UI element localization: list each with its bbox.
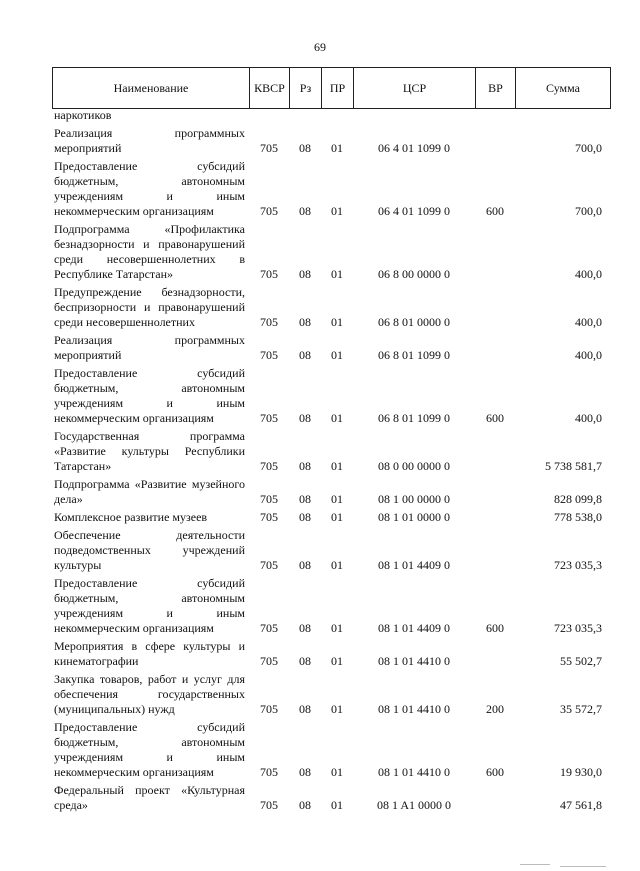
row-rz: 08 [299,411,311,425]
row-sum: 19 930,0 [560,765,602,779]
table-row [52,639,610,672]
row-pr: 01 [331,654,343,668]
row-pr: 01 [331,459,343,473]
row-csr: 08 1 01 4410 0 [378,654,450,668]
row-vr [475,783,515,816]
row-name: Предоставление субсидий бюджетным, автономным учреждениям и иным некоммерческим организациям [54,576,245,635]
row-kvsr: 705 [260,411,278,425]
row-name: Подпрограмма «Профилактика безнадзорности и правонарушений среди несовершеннолетних в Республике Татарстан» [54,222,245,281]
table-row [52,108,610,126]
table-row [52,333,610,366]
row-rz: 08 [299,459,311,473]
row-kvsr: 705 [260,798,278,812]
row-rz: 08 [299,141,311,155]
table-row [52,477,610,510]
row-pr: 01 [331,798,343,812]
row-sum: 700,0 [575,204,602,218]
row-rz: 08 [299,702,311,716]
row-kvsr [249,108,289,126]
row-rz: 08 [299,558,311,572]
scan-mark [560,866,606,867]
row-kvsr: 705 [260,141,278,155]
row-csr: 08 1 01 4410 0 [378,765,450,779]
row-rz: 08 [299,315,311,329]
row-vr [475,222,515,285]
row-name: Подпрограмма «Развитие музейного дела» [54,477,245,506]
row-csr: 06 8 01 1099 0 [378,348,450,362]
header-rz: Рз [290,68,322,109]
table-body [52,108,610,816]
row-kvsr: 705 [260,510,278,524]
row-rz: 08 [299,654,311,668]
row-name: Предоставление субсидий бюджетным, автономным учреждениям и иным некоммерческим организациям [54,720,245,779]
row-vr [475,126,515,159]
row-csr [353,108,475,126]
row-sum [515,108,610,126]
row-csr: 08 0 00 0000 0 [378,459,450,473]
table-row [52,783,610,816]
row-rz [289,108,321,126]
row-sum: 723 035,3 [554,558,602,572]
row-vr [475,108,515,126]
row-pr: 01 [331,510,343,524]
row-csr: 06 4 01 1099 0 [378,204,450,218]
row-pr [321,108,353,126]
row-sum: 35 572,7 [560,702,602,716]
row-kvsr: 705 [260,558,278,572]
row-vr [475,477,515,510]
row-pr: 01 [331,348,343,362]
row-kvsr: 705 [260,315,278,329]
row-csr: 08 1 00 0000 0 [378,492,450,506]
row-name: Мероприятия в сфере культуры и кинематографии [54,639,245,668]
row-name: Предоставление субсидий бюджетным, автономным учреждениям и иным некоммерческим организациям [54,159,245,218]
table-row [52,720,610,783]
row-rz: 08 [299,798,311,812]
row-kvsr: 705 [260,267,278,281]
row-kvsr: 705 [260,702,278,716]
row-csr: 06 8 01 1099 0 [378,411,450,425]
table-row [52,429,610,477]
row-sum: 778 538,0 [554,510,602,524]
row-vr [475,528,515,576]
row-pr: 01 [331,267,343,281]
row-csr: 08 1 01 4409 0 [378,621,450,635]
row-pr: 01 [331,492,343,506]
row-vr [475,333,515,366]
header-kvsr: КВСР [250,68,290,109]
row-csr: 06 8 01 0000 0 [378,315,450,329]
table-row [52,126,610,159]
row-name: Предупреждение безнадзорности, беспризорности и правонарушений среди несовершеннолетних [54,285,245,329]
row-kvsr: 705 [260,621,278,635]
row-rz: 08 [299,765,311,779]
row-name: Государственная программа «Развитие культуры Республики Татарстан» [54,429,245,473]
row-vr: 200 [486,702,504,716]
row-rz: 08 [299,267,311,281]
row-rz: 08 [299,492,311,506]
table-row [52,576,610,639]
row-kvsr: 705 [260,765,278,779]
row-sum: 700,0 [575,141,602,155]
row-kvsr: 705 [260,348,278,362]
table-row [52,528,610,576]
row-pr: 01 [331,621,343,635]
row-sum: 828 099,8 [554,492,602,506]
row-kvsr: 705 [260,492,278,506]
row-pr: 01 [331,765,343,779]
row-csr: 06 8 00 0000 0 [378,267,450,281]
row-sum: 55 502,7 [560,654,602,668]
row-sum: 400,0 [575,315,602,329]
row-vr [475,510,515,528]
row-name: Обеспечение деятельности подведомственных учреждений культуры [54,528,245,572]
row-sum: 723 035,3 [554,621,602,635]
budget-table [52,108,610,816]
row-csr: 06 4 01 1099 0 [378,141,450,155]
row-sum: 5 738 581,7 [545,459,602,473]
scan-mark [520,864,550,865]
row-vr: 600 [486,621,504,635]
header-vr: ВР [476,68,516,109]
table-row [52,672,610,720]
table-row [52,222,610,285]
row-name: Федеральный проект «Культурная среда» [54,783,245,812]
row-vr: 600 [486,411,504,425]
table-row [52,285,610,333]
row-name: Реализация программных мероприятий [54,126,245,155]
header-sum: Сумма [516,68,611,109]
table-row [52,366,610,429]
row-name: Предоставление субсидий бюджетным, автономным учреждениям и иным некоммерческим организациям [54,366,245,425]
row-name: наркотиков [54,108,112,122]
row-sum: 47 561,8 [560,798,602,812]
row-sum: 400,0 [575,348,602,362]
row-csr: 08 1 01 0000 0 [378,510,450,524]
row-rz: 08 [299,348,311,362]
row-vr [475,429,515,477]
row-pr: 01 [331,702,343,716]
row-pr: 01 [331,315,343,329]
row-vr: 600 [486,204,504,218]
row-rz: 08 [299,621,311,635]
row-name: Комплексное развитие музеев [54,510,208,524]
row-kvsr: 705 [260,459,278,473]
row-sum: 400,0 [575,267,602,281]
table-header [52,67,611,109]
row-vr [475,285,515,333]
row-rz: 08 [299,204,311,218]
row-name: Реализация программных мероприятий [54,333,245,362]
header-name: Наименование [53,68,250,109]
page-number: 69 [314,40,326,54]
row-csr: 08 1 01 4409 0 [378,558,450,572]
header-pr: ПР [322,68,354,109]
row-pr: 01 [331,204,343,218]
row-kvsr: 705 [260,204,278,218]
header-csr: ЦСР [354,68,476,109]
row-csr: 08 1 A1 0000 0 [376,798,451,812]
row-csr: 08 1 01 4410 0 [378,702,450,716]
table-row [52,510,610,528]
row-pr: 01 [331,141,343,155]
row-pr: 01 [331,411,343,425]
row-rz: 08 [299,510,311,524]
row-sum: 400,0 [575,411,602,425]
table-row [52,159,610,222]
row-kvsr: 705 [260,654,278,668]
row-pr: 01 [331,558,343,572]
row-vr [475,639,515,672]
row-name: Закупка товаров, работ и услуг для обеспечения государственных (муниципальных) нужд [54,672,245,716]
row-vr: 600 [486,765,504,779]
